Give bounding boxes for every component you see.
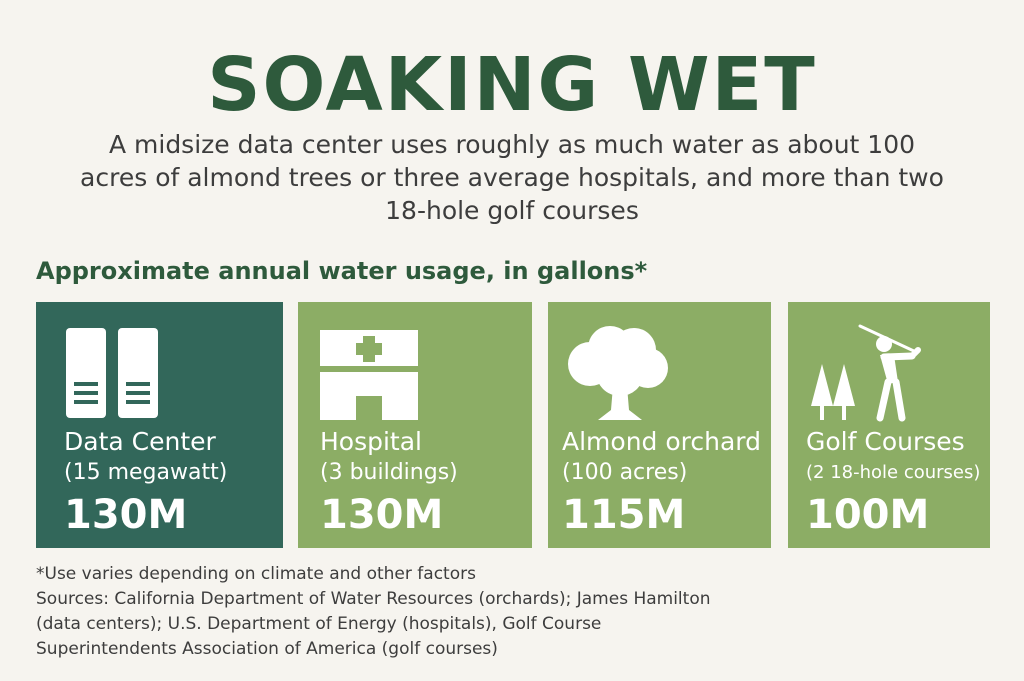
hospital-icon (320, 324, 420, 424)
card-name: Hospital (320, 427, 423, 456)
card-value: 130M (64, 492, 188, 538)
footnotes (36, 562, 996, 662)
tree-icon (564, 324, 674, 424)
card-detail: (2 18-hole courses) (806, 462, 981, 483)
subtitle-line: 18-hole golf courses (385, 196, 639, 225)
card-value: 115M (562, 492, 686, 538)
card-name: Data Center (64, 427, 216, 456)
golfer-icon (808, 324, 928, 424)
source-line: Sources: California Department of Water Resources (orchards); James Hamilton (36, 589, 711, 609)
server-racks-icon (64, 324, 164, 424)
card-name: Golf Courses (806, 427, 965, 456)
card-detail: (100 acres) (562, 460, 688, 485)
almond-orchard-card (548, 302, 771, 548)
card-value: 130M (320, 492, 444, 538)
data-center-card (36, 302, 283, 548)
section-heading: Approximate annual water usage, in gallons* (36, 257, 648, 285)
infographic-title: SOAKING WET (207, 42, 817, 128)
card-value: 100M (806, 492, 930, 538)
card-detail: (15 megawatt) (64, 460, 228, 485)
card-detail: (3 buildings) (320, 460, 458, 485)
source-line: (data centers); U.S. Department of Energy (hospitals), Golf Course (36, 614, 602, 634)
footnote-note: *Use varies depending on climate and other factors (36, 564, 476, 584)
subtitle-line: A midsize data center uses roughly as much water as about 100 (108, 130, 916, 159)
hospital-card (298, 302, 532, 548)
subtitle-line: acres of almond trees or three average hospitals, and more than two (80, 163, 944, 192)
card-name: Almond orchard (562, 427, 761, 456)
golf-courses-card (788, 302, 990, 548)
infographic-subtitle (50, 128, 974, 227)
source-line: Superintendents Association of America (golf courses) (36, 639, 498, 659)
